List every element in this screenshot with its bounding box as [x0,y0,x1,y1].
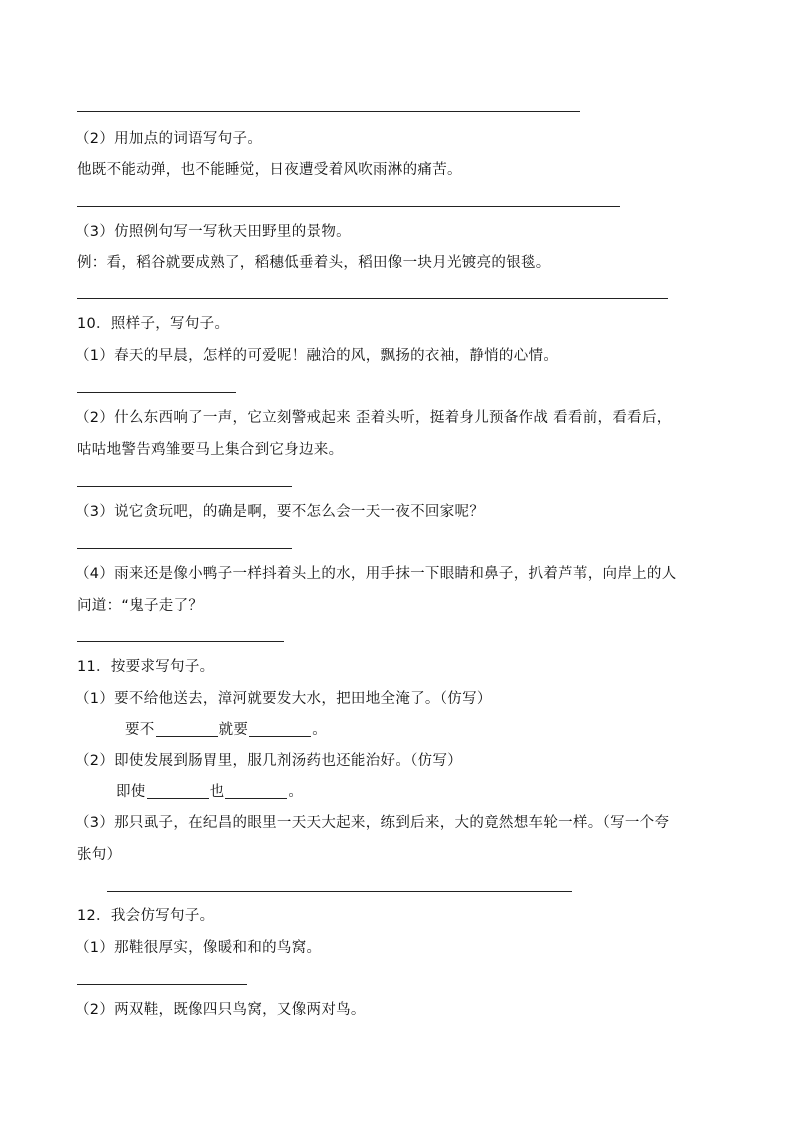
q11-2-text: （2）即使发展到肠胃里，服几剂汤药也还能治好。（仿写） [75,753,463,769]
q12-title: 12．我会仿写句子。 [77,908,215,924]
q11-1-word2: 就要 [218,722,249,738]
q11-2-fill [116,782,303,802]
answer-line-10-4[interactable] [77,641,284,642]
q11-3-text-a: （3）那只虱子，在纪昌的眼里一天天大起来，练到后来，大的竟然想车轮一样。（写一个夸 [75,815,670,831]
answer-line-9-2[interactable] [77,206,620,207]
q9-2-title: （2）用加点的词语写句子。 [75,131,263,147]
answer-line-9-1[interactable] [77,111,580,112]
q12-2-text: （2）两双鞋，既像四只鸟窝，又像两对鸟。 [75,1002,366,1018]
q11-2-word2: 也 [209,784,225,800]
answer-line-10-2[interactable] [77,486,292,487]
answer-line-10-1[interactable] [77,392,236,393]
q11-1-end: 。 [312,722,328,738]
q10-title: 10．照样子，写句子。 [77,316,230,332]
q11-1-blank2[interactable] [249,722,311,737]
q11-3-text-b: 张句） [77,847,122,863]
answer-line-9-3[interactable] [77,298,668,299]
q10-2-text-a: （2）什么东西响了一声，它立刻警戒起来 歪着头听，挺着身儿预备作战 看看前，看看后， [75,410,672,426]
q11-title: 11．按要求写句子。 [77,659,215,675]
q10-4-text-b: 问道：“鬼子走了？ [77,598,204,614]
q11-2-blank2[interactable] [225,784,287,799]
q11-1-fill [125,720,327,740]
q11-1-blank1[interactable] [156,722,218,737]
q9-3-title: （3）仿照例句写一写秋天田野里的景物。 [75,224,351,240]
q10-3-text: （3）说它贪玩吧，的确是啊，要不怎么会一天一夜不回家呢？ [75,504,485,520]
q11-1-word1: 要不 [125,722,155,738]
answer-line-11-3[interactable] [107,891,572,892]
q9-2-text: 他既不能动弹，也不能睡觉，日夜遭受着风吹雨淋的痛苦。 [77,162,462,178]
q10-2-text-b: 咕咕地警告鸡雏要马上集合到它身边来。 [77,442,344,458]
q10-1-text: （1）春天的早晨，怎样的可爱呢！融洽的风，飘扬的衣袖，静悄的心情。 [75,348,559,364]
answer-line-10-3[interactable] [77,548,292,549]
q10-4-text-a: （4）雨来还是像小鸭子一样抖着头上的水，用手抹一下眼睛和鼻子，扒着芦苇，向岸上的人 [75,566,677,582]
q11-2-blank1[interactable] [147,784,209,799]
q11-1-text: （1）要不给他送去，漳河就要发大水，把田地全淹了。（仿写） [75,691,492,707]
q11-2-end: 。 [288,784,304,800]
q11-2-word1: 即使 [116,784,146,800]
q12-1-text: （1）那鞋很厚实，像暖和和的鸟窝。 [75,940,322,956]
q9-3-example: 例：看，稻谷就要成熟了，稻穗低垂着头，稻田像一块月光镀亮的银毯。 [77,255,551,271]
answer-line-12-1[interactable] [77,984,247,985]
